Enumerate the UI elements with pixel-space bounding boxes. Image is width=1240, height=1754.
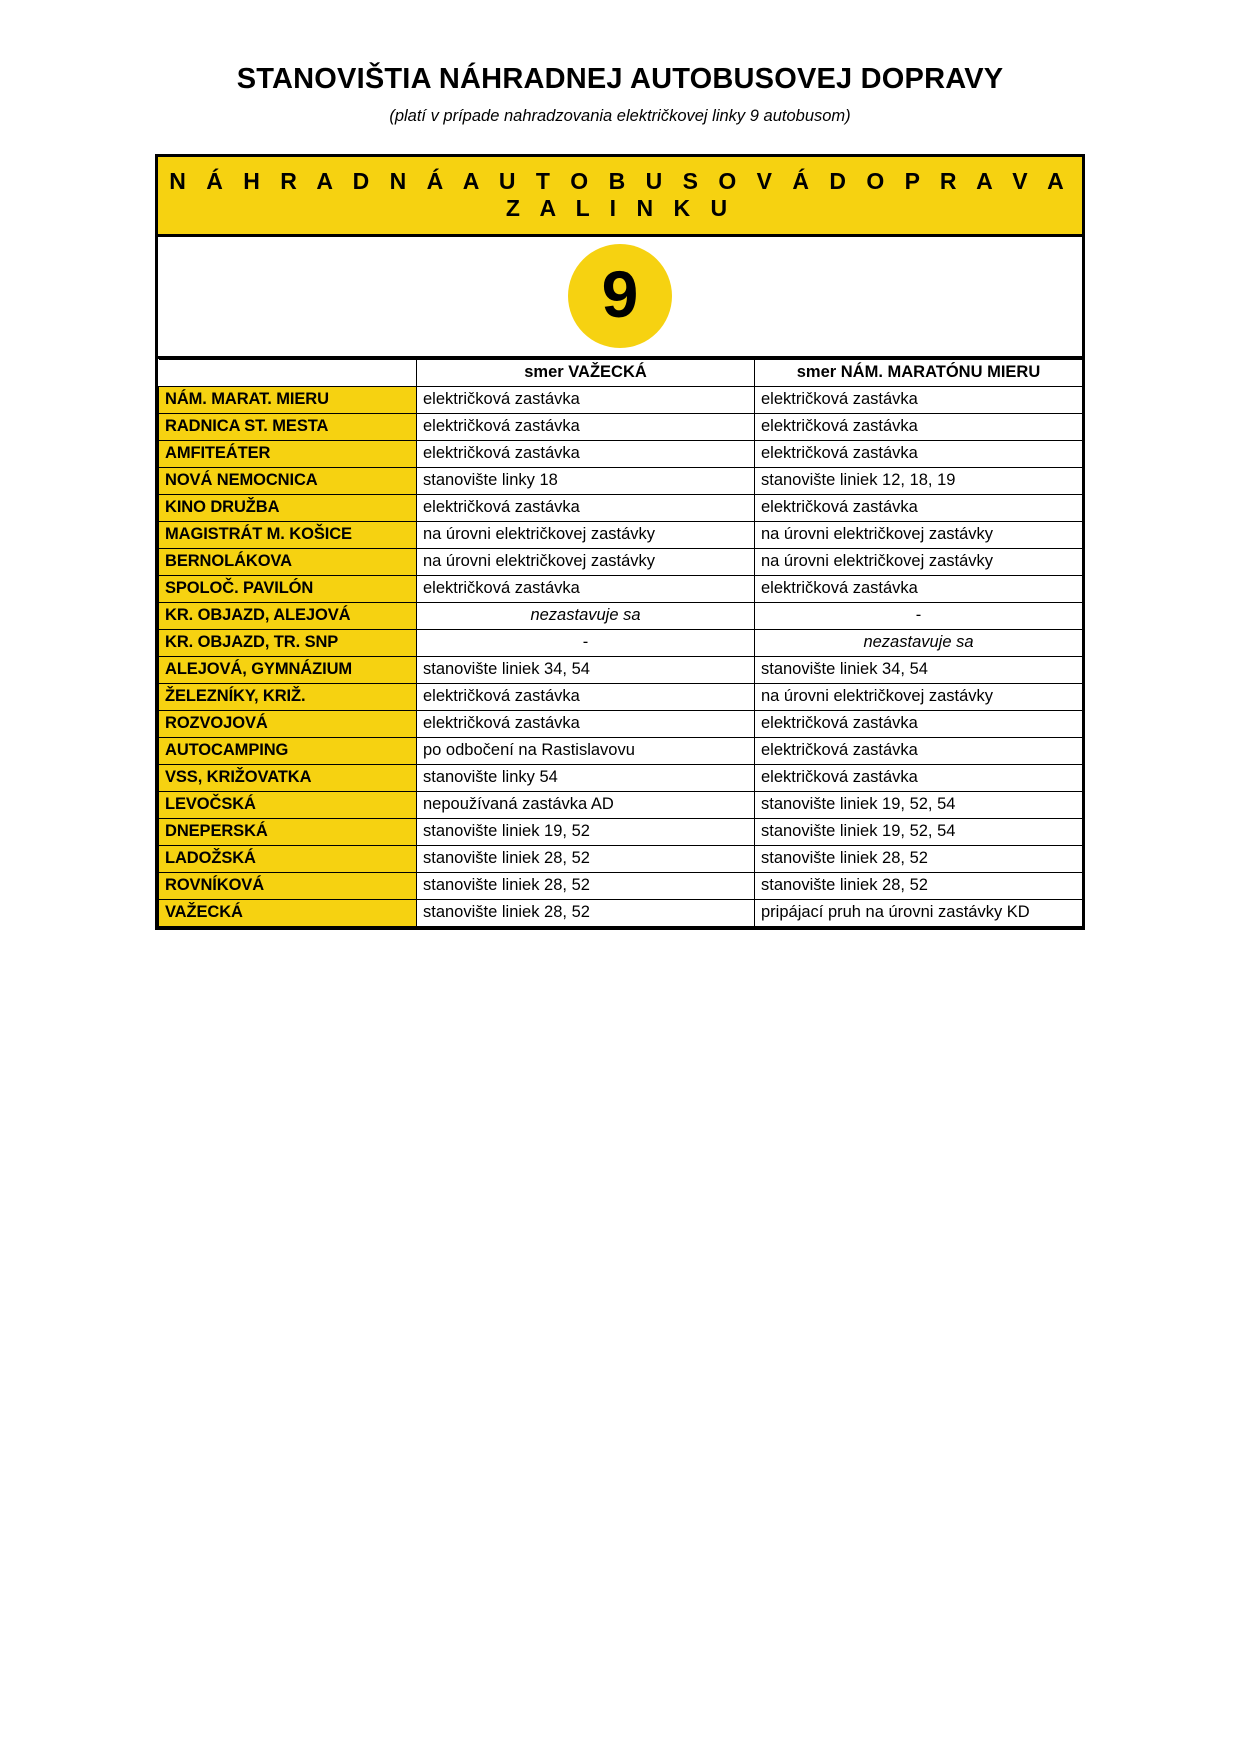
direction-2-cell: električková zastávka	[755, 413, 1083, 440]
stop-name-cell: ALEJOVÁ, GYMNÁZIUM	[159, 656, 417, 683]
table-row	[159, 656, 1083, 683]
direction-1-cell: stanovište linky 54	[417, 764, 755, 791]
direction-2-cell: stanovište liniek 28, 52	[755, 872, 1083, 899]
stop-name-cell: VAŽECKÁ	[159, 899, 417, 926]
table-row	[159, 764, 1083, 791]
table-row	[159, 899, 1083, 926]
table-row	[159, 818, 1083, 845]
direction-1-cell: električková zastávka	[417, 386, 755, 413]
direction-1-cell: stanovište liniek 19, 52	[417, 818, 755, 845]
stop-name-cell: SPOLOČ. PAVILÓN	[159, 575, 417, 602]
direction-2-cell: električková zastávka	[755, 737, 1083, 764]
stop-name-cell: MAGISTRÁT M. KOŠICE	[159, 521, 417, 548]
table-header-row	[159, 359, 1083, 386]
direction-2-cell: električková zastávka	[755, 386, 1083, 413]
stop-name-cell: ŽELEZNÍKY, KRIŽ.	[159, 683, 417, 710]
stop-name-cell: KINO DRUŽBA	[159, 494, 417, 521]
direction-2-cell: električková zastávka	[755, 575, 1083, 602]
table-row	[159, 413, 1083, 440]
direction-2-cell: na úrovni električkovej zastávky	[755, 683, 1083, 710]
page-title: STANOVIŠTIA NÁHRADNEJ AUTOBUSOVEJ DOPRAVY	[236, 63, 1004, 95]
table-row	[159, 548, 1083, 575]
direction-2-cell: električková zastávka	[755, 710, 1083, 737]
table-row	[159, 845, 1083, 872]
stop-name-cell: NÁM. MARAT. MIERU	[159, 386, 417, 413]
direction-1-cell: stanovište liniek 28, 52	[417, 845, 755, 872]
stop-name-cell: VSS, KRIŽOVATKA	[159, 764, 417, 791]
replacement-service-table	[155, 154, 1085, 930]
line-number-box	[158, 237, 1082, 359]
direction-1-cell: stanovište linky 18	[417, 467, 755, 494]
table-row	[159, 710, 1083, 737]
stops-table	[158, 359, 1083, 927]
stop-name-cell: RADNICA ST. MESTA	[159, 413, 417, 440]
stop-name-cell: KR. OBJAZD, ALEJOVÁ	[159, 602, 417, 629]
stop-name-cell: LADOŽSKÁ	[159, 845, 417, 872]
table-row	[159, 872, 1083, 899]
direction-2-cell: električková zastávka	[755, 494, 1083, 521]
direction-2-cell: stanovište liniek 19, 52, 54	[755, 818, 1083, 845]
stop-name-cell: NOVÁ NEMOCNICA	[159, 467, 417, 494]
direction-1-cell: električková zastávka	[417, 440, 755, 467]
table-row	[159, 683, 1083, 710]
table-row	[159, 629, 1083, 656]
table-banner: N Á H R A D N Á A U T O B U S O V Á D O P R A V A Z A L I N K U	[158, 157, 1082, 237]
page-subtitle: (platí v prípade nahradzovania električkovej linky 9 autobusom)	[389, 106, 851, 125]
stop-name-cell: KR. OBJAZD, TR. SNP	[159, 629, 417, 656]
stop-name-cell: ROZVOJOVÁ	[159, 710, 417, 737]
direction-2-cell: -	[755, 602, 1083, 629]
direction-2-cell: stanovište liniek 28, 52	[755, 845, 1083, 872]
direction-1-cell: nezastavuje sa	[417, 602, 755, 629]
direction-1-cell: nepoužívaná zastávka AD	[417, 791, 755, 818]
line-number-badge: 9	[568, 244, 672, 348]
table-row	[159, 467, 1083, 494]
stop-name-cell: BERNOLÁKOVA	[159, 548, 417, 575]
table-row	[159, 602, 1083, 629]
column-header-direction-1: smer VAŽECKÁ	[417, 359, 755, 386]
column-header-stop	[159, 359, 417, 386]
direction-1-cell: električková zastávka	[417, 683, 755, 710]
direction-1-cell: na úrovni električkovej zastávky	[417, 548, 755, 575]
table-row	[159, 521, 1083, 548]
stop-name-cell: DNEPERSKÁ	[159, 818, 417, 845]
direction-2-cell: stanovište liniek 12, 18, 19	[755, 467, 1083, 494]
direction-2-cell: pripájací pruh na úrovni zastávky KD	[755, 899, 1083, 926]
direction-2-cell: električková zastávka	[755, 440, 1083, 467]
direction-1-cell: stanovište liniek 34, 54	[417, 656, 755, 683]
stop-name-cell: LEVOČSKÁ	[159, 791, 417, 818]
direction-2-cell: nezastavuje sa	[755, 629, 1083, 656]
direction-1-cell: električková zastávka	[417, 413, 755, 440]
stop-name-cell: AMFITEÁTER	[159, 440, 417, 467]
direction-1-cell: na úrovni električkovej zastávky	[417, 521, 755, 548]
direction-2-cell: na úrovni električkovej zastávky	[755, 548, 1083, 575]
direction-1-cell: električková zastávka	[417, 710, 755, 737]
direction-2-cell: električková zastávka	[755, 764, 1083, 791]
column-header-direction-2: smer NÁM. MARATÓNU MIERU	[755, 359, 1083, 386]
direction-1-cell: električková zastávka	[417, 494, 755, 521]
table-row	[159, 386, 1083, 413]
direction-2-cell: stanovište liniek 34, 54	[755, 656, 1083, 683]
direction-2-cell: na úrovni električkovej zastávky	[755, 521, 1083, 548]
table-row	[159, 575, 1083, 602]
table-row	[159, 791, 1083, 818]
direction-2-cell: stanovište liniek 19, 52, 54	[755, 791, 1083, 818]
table-row	[159, 440, 1083, 467]
stop-name-cell: AUTOCAMPING	[159, 737, 417, 764]
direction-1-cell: -	[417, 629, 755, 656]
direction-1-cell: električková zastávka	[417, 575, 755, 602]
direction-1-cell: stanovište liniek 28, 52	[417, 872, 755, 899]
direction-1-cell: po odbočení na Rastislavovu	[417, 737, 755, 764]
table-row	[159, 737, 1083, 764]
table-row	[159, 494, 1083, 521]
direction-1-cell: stanovište liniek 28, 52	[417, 899, 755, 926]
stop-name-cell: ROVNÍKOVÁ	[159, 872, 417, 899]
